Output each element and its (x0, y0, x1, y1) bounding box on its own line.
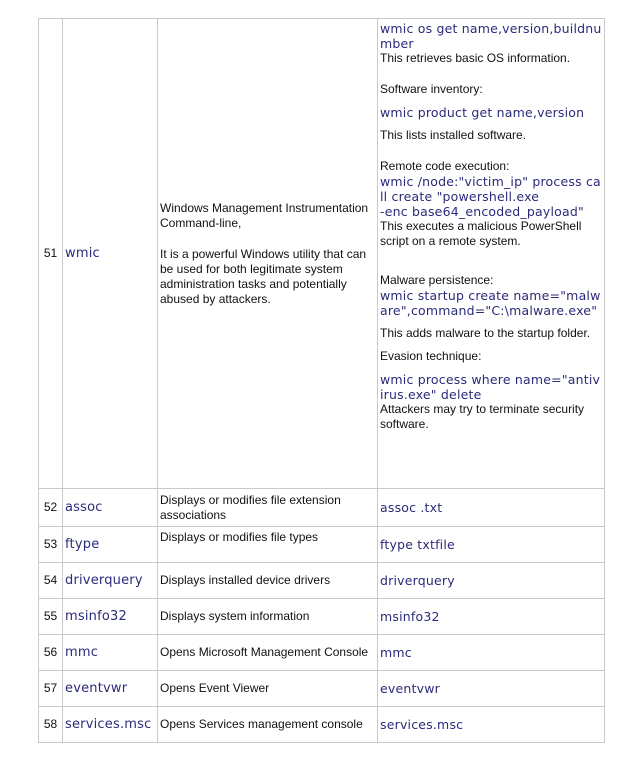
row-number: 51 (39, 19, 63, 489)
example-command: wmic product get name,version (380, 105, 585, 120)
command-name-cell (63, 635, 158, 671)
table-row (39, 599, 605, 635)
table-row (39, 635, 605, 671)
table-row (39, 527, 605, 563)
description-text: It is a powerful Windows utility that can be used for both legitimate system administration tasks and potentially abused by attackers. (160, 246, 367, 306)
example-note: This retrieves basic OS information. (380, 51, 571, 65)
example-cell (378, 599, 605, 635)
command-name-cell (63, 527, 158, 563)
table-row (39, 489, 605, 527)
command-name: eventvwr (65, 681, 128, 696)
example-cell (378, 635, 605, 671)
example-note: This executes a malicious PowerShell script on a remote system. (380, 219, 582, 248)
example-command: wmic process where name="antivirus.exe" delete (380, 372, 601, 402)
table-row (39, 707, 605, 743)
example-cell (378, 563, 605, 599)
example-command: msinfo32 (380, 608, 440, 624)
row-number: 53 (39, 527, 63, 563)
description-cell: Displays or modifies file extension associations (158, 489, 378, 527)
table-row (39, 563, 605, 599)
example-cell (378, 671, 605, 707)
example-command: services.msc (380, 716, 464, 732)
row-number: 58 (39, 707, 63, 743)
row-number: 52 (39, 489, 63, 527)
command-name: mmc (65, 645, 99, 660)
row-number: 56 (39, 635, 63, 671)
command-name-cell (63, 489, 158, 527)
command-name-cell (63, 707, 158, 743)
example-note: This adds malware to the startup folder. (380, 326, 591, 340)
command-name: driverquery (65, 573, 143, 588)
command-name-cell (63, 19, 158, 489)
example-command: eventvwr (380, 680, 440, 696)
table-row (39, 671, 605, 707)
example-command: -enc base64_encoded_payload" (380, 204, 584, 219)
description-cell (158, 19, 378, 489)
description-cell: Opens Microsoft Management Console (158, 635, 378, 671)
description-cell: Opens Services management console (158, 707, 378, 743)
example-heading: Remote code execution: (380, 159, 510, 173)
example-command: mmc (380, 644, 412, 660)
row-number: 55 (39, 599, 63, 635)
example-heading: Evasion technique: (380, 349, 482, 363)
description-cell: Displays or modifies file types (158, 527, 378, 563)
row-number: 54 (39, 563, 63, 599)
row-number: 57 (39, 671, 63, 707)
example-command: wmic startup create name="malware",command="C:\malware.exe" (380, 288, 601, 318)
example-heading: Malware persistence: (380, 273, 494, 287)
example-note: Attackers may try to terminate security software. (380, 402, 585, 431)
example-heading: Software inventory: (380, 82, 483, 96)
example-command: wmic /node:"victim_ip" process call create "powershell.exe (380, 174, 601, 204)
table-row (39, 19, 605, 489)
command-name: ftype (65, 537, 100, 552)
command-name: assoc (65, 500, 103, 515)
description-cell: Displays system information (158, 599, 378, 635)
command-name-cell (63, 671, 158, 707)
description-text: Windows Management Instrumentation Command-line, (160, 200, 369, 230)
example-command: wmic os get name,version,buildnumber (380, 21, 602, 51)
command-name: msinfo32 (65, 609, 127, 624)
command-name: services.msc (65, 717, 152, 732)
description-cell: Displays installed device drivers (158, 563, 378, 599)
example-cell (378, 489, 605, 527)
example-cell (378, 19, 605, 489)
example-note: This lists installed software. (380, 128, 527, 142)
example-cell (378, 707, 605, 743)
example-command: assoc .txt (380, 499, 443, 515)
example-cell (378, 527, 605, 563)
command-name: wmic (65, 246, 100, 261)
example-command: driverquery (380, 572, 455, 588)
example-command: ftype txtfile (380, 536, 455, 552)
description-cell: Opens Event Viewer (158, 671, 378, 707)
command-name-cell (63, 563, 158, 599)
command-name-cell (63, 599, 158, 635)
commands-table (38, 18, 605, 743)
